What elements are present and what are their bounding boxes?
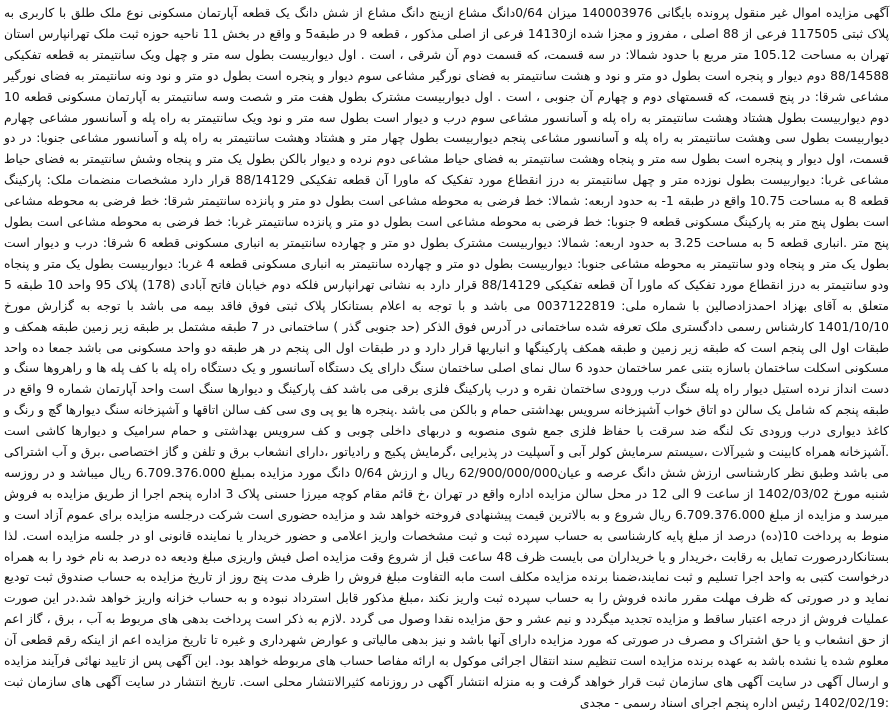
auction-notice-body: آگهی مزایده اموال غیر منقول پرونده بایگانی 140003976 میزان 0/64دانگ مشاع ازینج دانگ مشاع از شش دانگ یک قطعه آپارتمان مسکونی نوع ملک طلق با کاربری به پلاک ثبتی 117505 فرعی از 88 اصلی ، مفروز و مجزا شده از14130 فرعی از اصلی مذکور ، قطعه 9 در طبقه5 و واقع در بخش 11 ناحیه حوزه ثبت ملک تهرانپارس استان تهران به مساحت 105.12 متر مربع با حدود شمالا: در سه قسمت، که قسمت دوم آن شرقی ، است . اول دیواربیست بطول سه متر و چهل ویک سانتیمتر به قطعه تفکیکی 88/14588 دوم دیوار و پنجره است بطول دو متر و نود و هشت سانتیمتر به فضای نورگیر مشاعی سوم دیوار و پنجره است بطول دو متر و نود ونه سانتیمتر به فضای نورگیر مشاعی شرقا: در پنج قسمت، که قسمتهای دوم و چهارم آن جنوبی ، است . اول دیواربیست مشترک بطول هفت متر و شصت وسه سانتیمتر به آپارتمان مسکونی قطعه 10 دوم دیواربیست بطول هشتاد وهشت سانتیمتر به راه پله و آسانسور مشاعی سوم درب و دیوار است بطول سه متر و نود ویک سانتیمتر به راه پله و آسانسور مشاعی چهارم دیواربیست بطول سی وهشت سانتیمتر به راه پله و آسانسور مشاعی پنجم دیواربیست بطول چهار متر و هشتاد وهشت سانتیمتر به راه پله و آسانسور مشاعی جنوبا: در دو قسمت، اول دیوار و پنجره است بطول سه متر و پنجاه وهشت سانتیمتر به فضای حیاط مشاعی دوم نرده و دیوار بالکن بطول یک متر و پنجاه وشش سانتیمتر به فضای حیاط مشاعی غربا: دیواربیست بطول نوزده متر و چهل سانتیمتر به درز انقطاع مورد تفکیک که ماورا آن قطعه تفکیکی 88/14129 قرار دارد مشخصات منضمات ملک: پارکینگ قطعه 8 به مساحت 10.75 واقع در طبقه 1- به حدود اربعه: شمالا: خط فرضی به محوطه مشاعی است بطول دو متر و پانزده سانتیمتر شرقا: خط فرضی به محوطه مشاعی است بطول پنج متر به پارکینگ مسکونی قطعه 9 جنوبا: خط فرضی به محوطه مشاعی است بطول دو متر و پانزده سانتیمتر غربا: خط فرضی به محوطه مشاعی است بطول پنج متر .انباری قطعه 5 به مساحت 3.25 به حدود اربعه: شمالا: دیواربیست مشترک بطول دو متر و چهارده سانتیمتر به انباری مسکونی قطعه 6 شرقا: درب و دیوار است بطول یک متر و پنجاه ودو سانتیمتر به محوطه مشاعی جنوبا: دیواربیست بطول دو متر و چهارده سانتیمتر به انباری مسکونی قطعه 4 غربا: دیواربیست بطول یک متر و پنجاه ودو سانتیمتر به درز انقطاع مورد تفکیک که ماورا آن قطعه تفکیکی 88/14129 قرار دارد به نشانی تهرانپارس فلکه دوم خیابان فاتح آبادی (178) پلاک 95 واحد 10 طبقه 5 متعلق به آقای بهزاد احمدزادصالین با شماره ملی: 0037122819 می باشد و با توجه به اعلام بستانکار پلاک ثبتی فوق فاقد بیمه می باشد با توجه به گزارش مورخ 1401/10/10 کارشناس رسمی دادگستری ملک تعرفه شده ساختمانی در آدرس فوق الذکر (حد جنوبی گذر ) ساختمانی در 7 طبقه مشتمل بر طبقه زیر زمین طبقه همکف و طبقات اول الی پنجم است که طبقه زیر زمین و طبقه همکف پارکینگها و انباریها قرار دارد و در طبقات اول الی پنجم در هر طبقه دو واحد مسکونی می باشد جمعا ده واحد مسکونی اسکلت ساختمان باسازه بتنی عمر ساختمان حدود 6 سال نمای اصلی ساختمان سنگ دارای یک دستگاه آسانسور و یک دستگاه راه پله با کف پله ها و راهروها سنگ و دست انداز نرده استیل دیوار راه پله سنگ درب ورودی ساختمان نقره و درب پارکینگ فلزی برقی می باشد کف پارکینگ و دیوارها سنگ است واحد آپارتمان شماره 9 واقع در طبقه پنجم که شامل یک سالن دو اتاق خواب آشپزخانه سرویس بهداشتی حمام و بالکن می باشد .پنجره ها یو پی وی سی کف سالن اتاقها و آشپزخانه سنگ دیوارها گچ و رنگ و کاغذ دیواری درب ورودی تک لنگه ضد سرقت با حفاظ فلزی جمع شوی منصوبه و دربهای داخلی چوبی و کف سرویس بهداشتی و حمام سرامیک و دیوارها کاشی است .آشپزخانه همراه کابینت و شیرآلات ،سیستم سرمایش کولر آبی و آسپلیت در پذیرایی ،گرمایش پکیج و رادیاتور ،دارای انشعاب برق و تلفن و گاز اختصاصی ،برق و آب اشتراکی می باشد وطبق نظر کارشناسی ارزش شش دانگ عرصه و عیان62/900/000/000 ریال و ارزش 0/64 دانگ مورد مزایده بمبلغ 6.709.376.000 ریال میباشد و در روزسه شنبه مورخ 1402/03/02 از ساعت 9 الی 12 در محل سالن مزایده اداره واقع در تهران ،خ قائم مقام کوچه میرزا حسنی پلاک 3 اداره پنجم اجرا از طریق مزایده به فروش میرسد و مزایده از مبلغ 6.709.376.000 ریال شروع و به بالاترین قیمت پیشنهادی فروخته خواهد شد و مزایده حضوری است شرکت درجلسه مزایده برای عموم آزاد است و منوط به پرداخت 10(ده) درصد از مبلغ پایه کارشناسی به حساب سپرده ثبت و ثبت مشخصات واریز اعلامی و حضور خریدار یا نماینده قانونی او در جلسه مزایده است. لذا بستانکاردرصورت تمایل به رقابت ،خریدار و یا خریداران می بایست ظرف 48 ساعت قبل از شروع وقت مزایده اصل فیش واریزی مبلغ ودیعه ده درصد به نام خود را به همراه درخواست کتبی به واحد اجرا تسلیم و ثبت نمایند،ضمنا برنده مزایده مکلف است مابه التفاوت مبلغ فروش را ظرف مدت پنج روز از تاریخ مزایده به حساب صندوق ثبت تودیع نماید و در صورتی که ظرف مهلت مقرر مانده فروش را به حساب سپرده ثبت واریز نکند ،مبلغ مذکور قابل استرداد نبوده و به حساب خزانه واریز خواهد شد.در این صورت عملیات فروش از درجه اعتبار ساقط و مزایده تجدید میگردد و نیم عشر و حق مزایده نقدا وصول می گردد .لازم به ذکر است پرداخت بدهی های مربوط به آب ، برق ، گاز اعم از حق انشعاب و یا حق اشتراک و مصرف در صورتی که مورد مزایده دارای آنها باشد و نیز بدهی مالیاتی و عوارض شهرداری و غیره تا تاریخ مزایده اعم از اینکه رقم قطعی آن معلوم شده یا نشده باشد به عهده برنده مزایده است تنظیم سند انتقال اجرائی موکول به ارائه مفاصا حساب های مربوطه خواهد بود. این آگهی پس از تایید نهائی فرآیند مزایده و ارسال آگهی در سایت آگهی های سازمان ثبت قرار خواهد گرفت و به منزله انتشار آگهی در روزنامه کثیرالانتشار محلی است. تاریخ انتشار در سایت آگهی های سازمان ثبت :1402/02/19 رئیس اداره پنجم اجرای اسناد رسمی - مجدی xyxy=(4,6,890,710)
